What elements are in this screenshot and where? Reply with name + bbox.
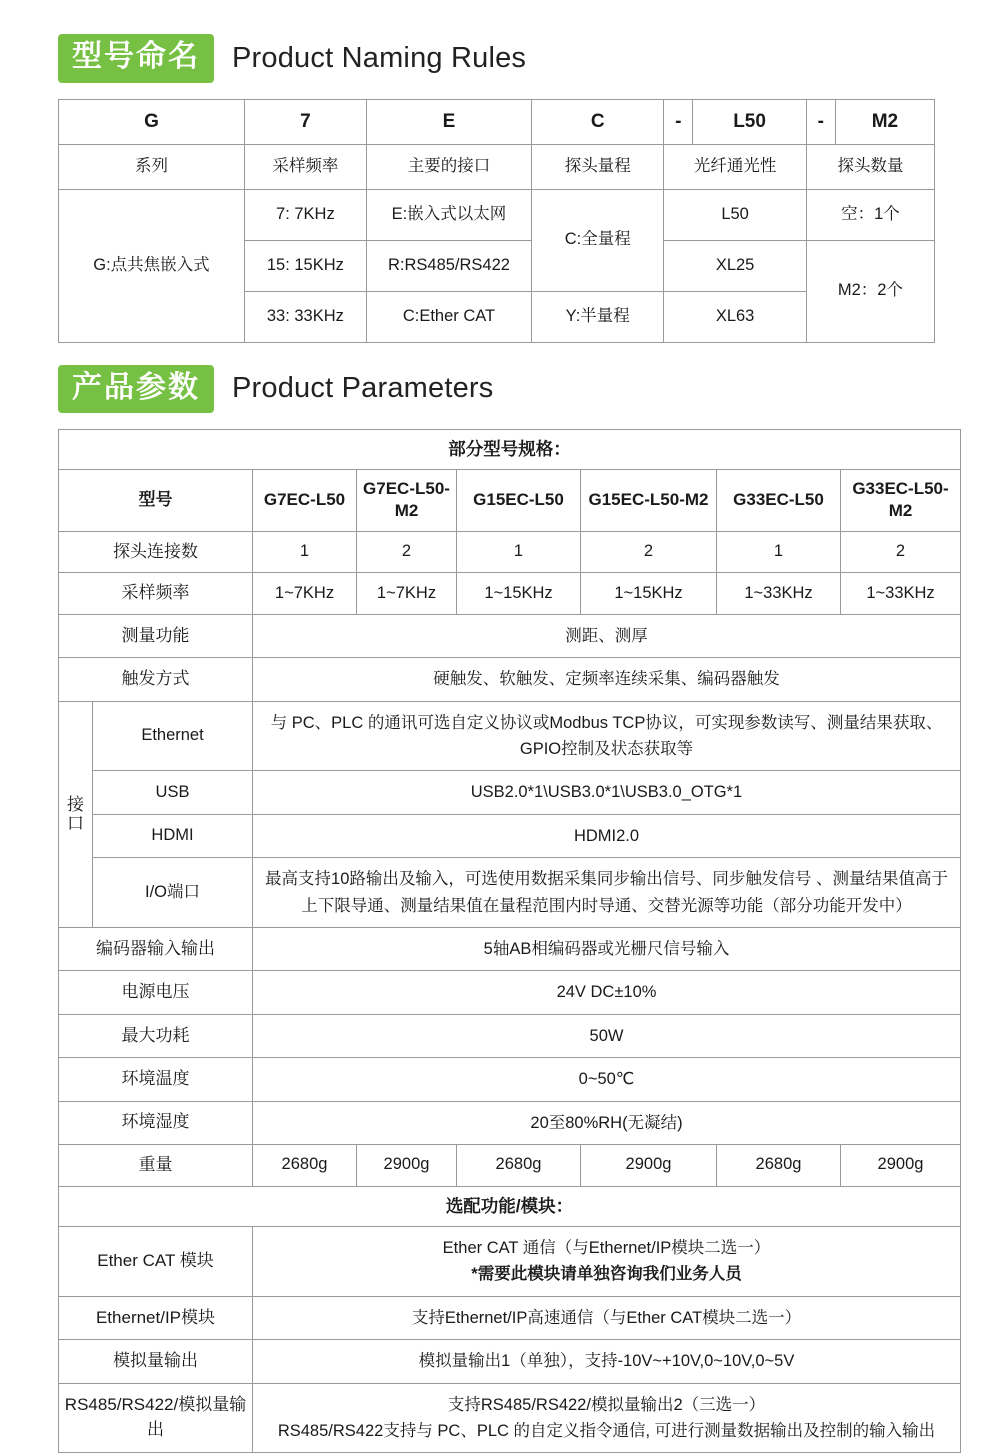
optional-modules-title: 选配功能/模块： <box>59 1186 961 1226</box>
table-row <box>59 1296 961 1339</box>
weight-2: 2900g <box>357 1144 457 1186</box>
table-row <box>59 1226 961 1296</box>
interface-value-ethernet: 与 PC、PLC 的通讯可选自定义协议或Modbus TCP协议，可实现参数读写、测量结果获取、GPIO控制及状态获取等 <box>253 701 961 771</box>
naming-interface-c: C:Ether CAT <box>366 291 531 342</box>
max-power-value: 50W <box>253 1014 961 1057</box>
product-parameters-table <box>58 429 961 1453</box>
row-label-trigger-mode: 触发方式 <box>59 658 253 701</box>
naming-section-header <box>58 0 935 83</box>
encoder-value: 5轴AB相编码器或光栅尺信号输入 <box>253 927 961 970</box>
sampling-rate-4: 1~15KHz <box>581 573 717 615</box>
naming-code-c: C <box>532 99 664 144</box>
params-model-6: G33EC-L50-M2 <box>841 470 961 531</box>
interface-value-usb: USB2.0*1\USB3.0*1\USB3.0_OTG*1 <box>253 771 961 814</box>
table-row <box>59 1144 961 1186</box>
naming-code-e: E <box>366 99 531 144</box>
table-row <box>59 858 961 928</box>
table-row <box>59 771 961 814</box>
probe-count-6: 2 <box>841 531 961 573</box>
probe-count-2: 2 <box>357 531 457 573</box>
weight-5: 2680g <box>717 1144 841 1186</box>
table-row <box>59 971 961 1014</box>
table-row <box>59 470 961 531</box>
weight-3: 2680g <box>457 1144 581 1186</box>
interface-value-io: 最高支持10路输出及输入，可选使用数据采集同步输出信号、同步触发信号 、测量结果值高于上下限导通、测量结果值在量程范围内时导通、交替光源等功能（部分功能开发中） <box>253 858 961 928</box>
naming-rules-table <box>58 99 935 343</box>
ambient-temp-value: 0~50℃ <box>253 1058 961 1101</box>
params-model-4: G15EC-L50-M2 <box>581 470 717 531</box>
analog-output-value: 模拟量输出1（单独），支持-10V~+10V,0~10V,0~5V <box>253 1340 961 1383</box>
row-label-rs485-analog-output: RS485/RS422/模拟量输出 <box>59 1383 253 1453</box>
table-row <box>59 99 935 144</box>
params-model-3: G15EC-L50 <box>457 470 581 531</box>
row-label-max-power: 最大功耗 <box>59 1014 253 1057</box>
naming-label-interface: 主要的接口 <box>366 144 531 189</box>
probe-count-3: 1 <box>457 531 581 573</box>
interface-name-io: I/O端口 <box>93 858 253 928</box>
ethercat-module-note: *需要此模块请单独咨询我们业务人员 <box>471 1265 742 1284</box>
ethercat-module-value <box>253 1226 961 1296</box>
row-label-supply-voltage: 电源电压 <box>59 971 253 1014</box>
table-row <box>59 1101 961 1144</box>
naming-label-freq: 采样频率 <box>244 144 366 189</box>
naming-code-dash1: - <box>664 99 693 144</box>
params-table-title: 部分型号规格： <box>59 430 961 470</box>
naming-label-fiber: 光纤通光性 <box>664 144 807 189</box>
naming-fiber-l50: L50 <box>664 189 807 240</box>
row-label-sampling-rate: 采样频率 <box>59 573 253 615</box>
params-section-header <box>58 343 935 414</box>
naming-range-y: Y:半量程 <box>532 291 664 342</box>
rs485-line2: RS485/RS422支持与 PC、PLC 的自定义指令通信, 可进行测量数据输出及控制的输入输出 <box>277 1421 936 1440</box>
naming-code-g: G <box>59 99 245 144</box>
interface-value-hdmi: HDMI2.0 <box>253 814 961 857</box>
naming-freq-33k: 33: 33KHz <box>244 291 366 342</box>
table-row <box>59 701 961 771</box>
naming-probecount-2: M2：2个 <box>806 240 934 342</box>
naming-probecount-1: 空：1个 <box>806 189 934 240</box>
probe-count-5: 1 <box>717 531 841 573</box>
table-row <box>59 531 961 573</box>
naming-freq-15k: 15: 15KHz <box>244 240 366 291</box>
row-label-measure-function: 测量功能 <box>59 614 253 657</box>
naming-code-l50: L50 <box>693 99 807 144</box>
naming-badge: 型号命名 <box>58 34 214 83</box>
naming-code-m2: M2 <box>835 99 934 144</box>
params-model-1: G7EC-L50 <box>253 470 357 531</box>
naming-label-series: 系列 <box>59 144 245 189</box>
params-model-5: G33EC-L50 <box>717 470 841 531</box>
interface-name-hdmi: HDMI <box>93 814 253 857</box>
row-label-ethernetip-module: Ethernet/IP模块 <box>59 1296 253 1339</box>
naming-interface-r: R:RS485/RS422 <box>366 240 531 291</box>
row-label-analog-output: 模拟量输出 <box>59 1340 253 1383</box>
weight-4: 2900g <box>581 1144 717 1186</box>
naming-freq-7k: 7: 7KHz <box>244 189 366 240</box>
row-label-ethercat-module: Ether CAT 模块 <box>59 1226 253 1296</box>
interface-name-ethernet: Ethernet <box>93 701 253 771</box>
table-row <box>59 658 961 701</box>
sampling-rate-1: 1~7KHz <box>253 573 357 615</box>
weight-1: 2680g <box>253 1144 357 1186</box>
sampling-rate-5: 1~33KHz <box>717 573 841 615</box>
naming-fiber-xl63: XL63 <box>664 291 807 342</box>
naming-code-dash2: - <box>806 99 835 144</box>
trigger-mode-value: 硬触发、软触发、定频率连续采集、编码器触发 <box>253 658 961 701</box>
params-model-label: 型号 <box>59 470 253 531</box>
params-model-2: G7EC-L50-M2 <box>357 470 457 531</box>
table-row <box>59 614 961 657</box>
naming-fiber-xl25: XL25 <box>664 240 807 291</box>
table-row <box>59 814 961 857</box>
row-label-weight: 重量 <box>59 1144 253 1186</box>
params-badge: 产品参数 <box>58 365 214 414</box>
ambient-humidity-value: 20至80%RH(无凝结) <box>253 1101 961 1144</box>
probe-count-1: 1 <box>253 531 357 573</box>
ethercat-module-line1: Ether CAT 通信（与Ethernet/IP模块二选一） <box>442 1238 771 1257</box>
table-row <box>59 1340 961 1383</box>
table-row <box>59 927 961 970</box>
sampling-rate-2: 1~7KHz <box>357 573 457 615</box>
table-row <box>59 189 935 240</box>
table-row <box>59 573 961 615</box>
naming-series-value: G:点共焦嵌入式 <box>59 189 245 342</box>
naming-code-7: 7 <box>244 99 366 144</box>
table-row <box>59 430 961 470</box>
rs485-line1: 支持RS485/RS422/模拟量输出2（三选一） <box>447 1395 766 1414</box>
weight-6: 2900g <box>841 1144 961 1186</box>
table-row <box>59 1014 961 1057</box>
sampling-rate-3: 1~15KHz <box>457 573 581 615</box>
table-row <box>59 1058 961 1101</box>
sampling-rate-6: 1~33KHz <box>841 573 961 615</box>
row-label-probe-count: 探头连接数 <box>59 531 253 573</box>
row-label-interface: 接口 <box>59 701 93 927</box>
supply-voltage-value: 24V DC±10% <box>253 971 961 1014</box>
interface-name-usb: USB <box>93 771 253 814</box>
row-label-encoder: 编码器输入输出 <box>59 927 253 970</box>
table-row <box>59 144 935 189</box>
naming-label-probecount: 探头数量 <box>806 144 934 189</box>
probe-count-4: 2 <box>581 531 717 573</box>
row-label-ambient-humidity: 环境湿度 <box>59 1101 253 1144</box>
table-row <box>59 1383 961 1453</box>
naming-range-c: C:全量程 <box>532 189 664 291</box>
ethernetip-module-value: 支持Ethernet/IP高速通信（与Ether CAT模块二选一） <box>253 1296 961 1339</box>
naming-interface-e: E:嵌入式以太网 <box>366 189 531 240</box>
row-label-ambient-temp: 环境温度 <box>59 1058 253 1101</box>
naming-label-range: 探头量程 <box>532 144 664 189</box>
params-title-en: Product Parameters <box>232 372 494 405</box>
table-row <box>59 1186 961 1226</box>
rs485-analog-output-value <box>253 1383 961 1453</box>
measure-function-value: 测距、测厚 <box>253 614 961 657</box>
naming-title-en: Product Naming Rules <box>232 41 527 74</box>
